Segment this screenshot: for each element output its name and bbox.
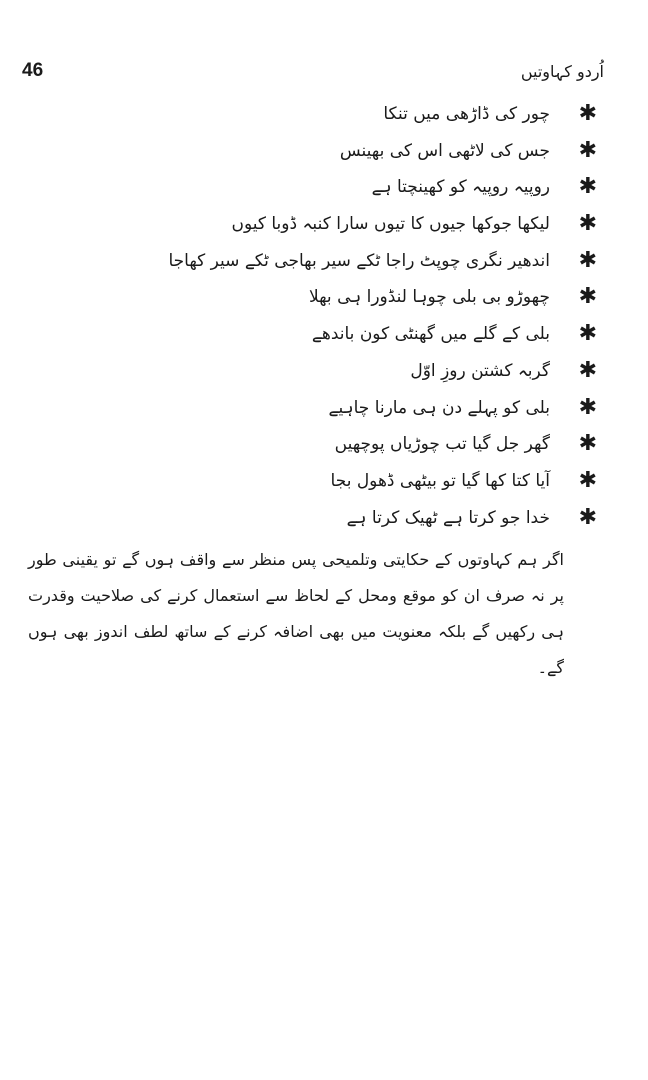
asterisk-bullet-icon: ✱ [578,101,597,126]
asterisk-bullet-icon: ✱ [578,174,597,200]
proverb-text: روپیہ روپیہ کو کھینچتا ہے [371,177,550,198]
asterisk-bullet-icon: ✱ [578,211,597,237]
proverb-text: اندھیر نگری چوپٹ راجا ٹکے سیر بھاجی ٹکے سیر کھاجا [168,250,550,271]
running-title: اُردو کہاوتیں [520,62,604,81]
list-item [84,96,597,133]
asterisk-bullet-icon: ✱ [578,394,597,420]
list-item [84,133,597,170]
list-item [84,169,597,206]
body-paragraph: اگر ہم کہاوتوں کے حکایتی وتلمیحی پس منظر سے واقف ہوں گے تو یقینی طور پر نہ صرف ان کو موقع ومحل کے لحاظ سے استعمال کرنے کی صلاحیت وقدرت ہی رکھیں گے بلکہ معنویت میں بھی اضافہ کرنے کے ساتھ لطف اندوز بھی ہوں گے۔ [28,550,564,677]
asterisk-bullet-icon: ✱ [578,321,597,347]
list-item [84,279,597,316]
proverb-text: لیکھا جوکھا جیوں کا تیوں سارا کنبہ ڈوبا کیوں [231,214,550,235]
list-item [84,353,597,390]
list-item [84,390,597,427]
proverb-text: چھوڑو بی بلی چوہا لنڈورا ہی بھلا [308,287,550,308]
asterisk-bullet-icon: ✱ [578,504,597,530]
asterisk-bullet-icon: ✱ [578,284,597,310]
list-item [84,500,597,537]
proverb-list [84,96,597,536]
proverb-text: خدا جو کرتا ہے ٹھیک کرتا ہے [346,507,550,528]
list-item [84,206,597,243]
asterisk-bullet-icon: ✱ [578,137,597,163]
proverb-text: بلی کو پہلے دن ہی مارنا چاہیے [328,397,550,418]
asterisk-bullet-icon: ✱ [578,247,597,273]
proverb-text: جس کی لاٹھی اس کی بھینس [339,140,550,161]
proverb-text: بلی کے گلے میں گھنٹی کون باندھے [311,324,550,345]
asterisk-bullet-icon: ✱ [578,467,597,493]
asterisk-bullet-icon: ✱ [578,357,597,383]
proverb-text: گھر جل گیا تب چوڑیاں پوچھیں [334,434,550,455]
page-number: 46 [22,60,44,81]
proverb-text: گربہ کشتن روزِ اوّل [410,360,550,381]
list-item [84,426,597,463]
list-item [84,243,597,280]
proverb-text: آیا کتا کھا گیا تو بیٹھی ڈھول بجا [330,470,550,491]
asterisk-bullet-icon: ✱ [578,431,597,457]
list-item [84,463,597,500]
proverb-text: چور کی ڈاڑھی میں تنکا [383,104,550,124]
list-item [84,316,597,353]
